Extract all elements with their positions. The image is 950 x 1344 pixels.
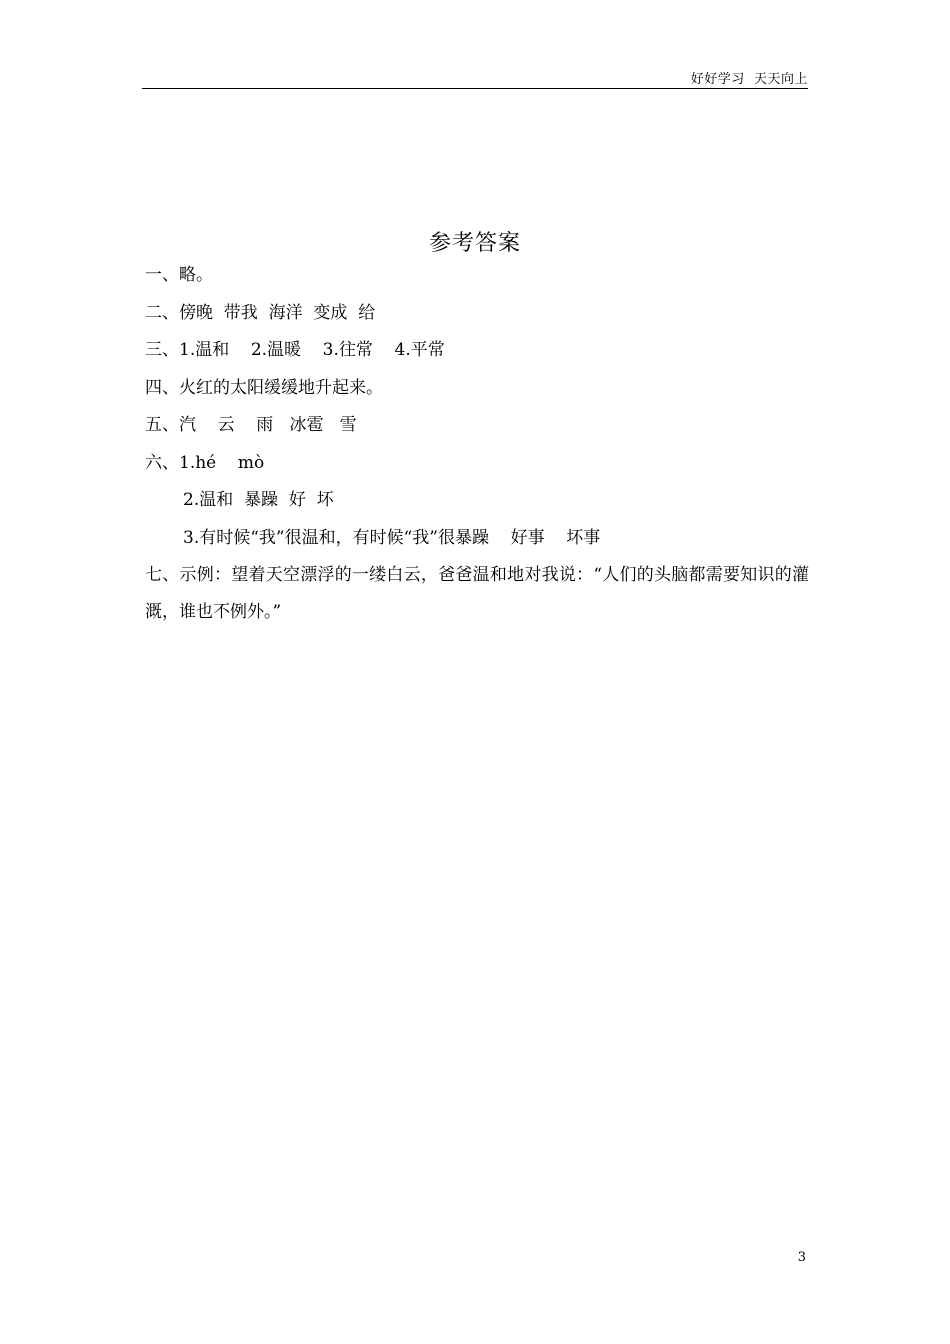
page-number: 3 [797, 1250, 806, 1265]
header-motto: 好好学习 天天向上 [690, 72, 808, 87]
answer-list [145, 262, 809, 631]
answer-line-2: 二、傍晚 带我 海洋 变成 给 [145, 302, 376, 323]
answer-line-6: 六、1.hé mò [145, 452, 265, 473]
header-rule [142, 88, 808, 89]
page-title: 参考答案 [428, 231, 521, 256]
answer-line-6-2: 2.温和 暴躁 好 坏 [183, 490, 334, 510]
answer-line-7: 七、示例：望着天空漂浮的一缕白云，爸爸温和地对我说：“人们的头脑都需要知识的灌溉，谁也不例外。” [145, 565, 809, 622]
answer-line-6-3: 3.有时候“我”很温和，有时候“我”很暴躁 好事 坏事 [183, 527, 601, 548]
answer-line-1: 一、略。 [145, 265, 213, 285]
answer-line-3: 三、1.温和 2.温暖 3.往常 4.平常 [145, 340, 445, 360]
answer-line-5: 五、汽 云 雨 冰雹 雪 [145, 415, 357, 435]
answer-line-4: 四、火红的太阳缓缓地升起来。 [145, 377, 383, 398]
